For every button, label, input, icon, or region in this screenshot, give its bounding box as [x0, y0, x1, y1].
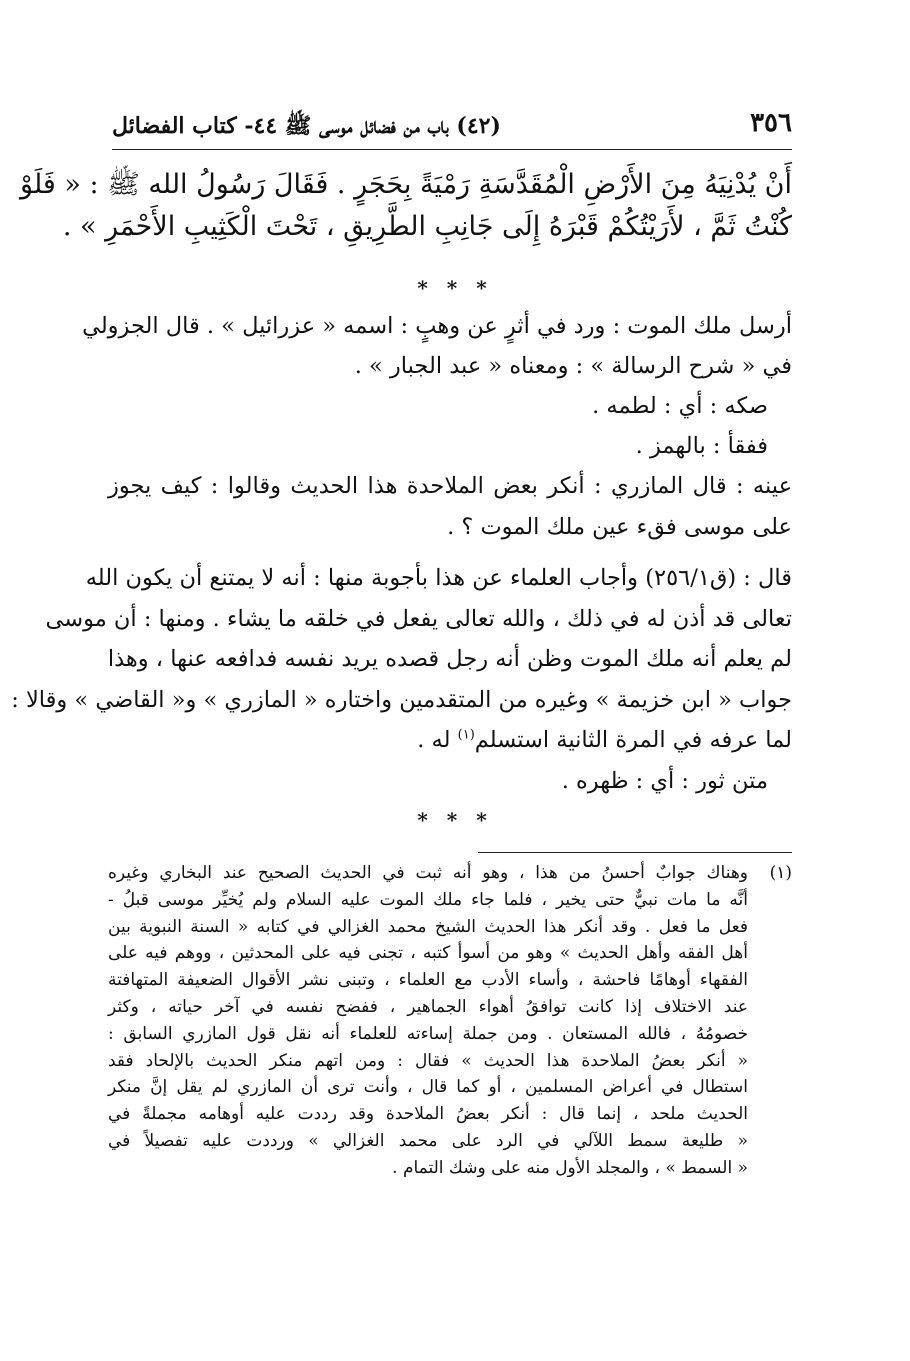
- running-header: [112, 108, 792, 148]
- text-line: قال : (ق٢٥٦/١) وأجاب العلماء عن هذا بأجوبة منها : أنه لا يمتنع أن يكون الله: [85, 565, 792, 591]
- footnote-line: فعل ما فعل . وقد أنكر هذا الحديث الشيخ محمد الغزالي في كتابه « السنة النبوية بين: [108, 916, 748, 937]
- text-line: على موسى فقء عين ملك الموت ؟ .: [447, 513, 792, 540]
- section-separator: * * *: [417, 276, 493, 300]
- footnote-line: « أنكر بعضُ الملاحدة هذا الحديث » فقال : ومن اتهم منكر الحديث بالإلحاد فقد: [108, 1050, 748, 1071]
- commentary-paragraph: [82, 306, 792, 466]
- text-segment: له .: [417, 727, 451, 753]
- commentary-paragraph: [108, 466, 792, 547]
- text-line: صكه : أي : لطمه .: [592, 393, 768, 419]
- text-line: عينه : قال المازري : أنكر بعض الملاحدة هذا الحديث وقالوا : كيف يجوز: [108, 473, 792, 499]
- footnote-line: الفقهاء أوهامًا فاحشة ، وأساء الأدب مع العلماء ، وتبنى نشر الأقوال الضعيفة المتهافتة: [108, 970, 748, 991]
- footnote-line: استطال في أعراض المسلمين ، أو كما قال ، وأنت ترى أن المازري لم يقل إنَّ منكر: [108, 1077, 748, 1098]
- page-number: ٣٥٦: [750, 108, 792, 138]
- footnote-line: « طليعة سمط اللآلي في الرد على محمد الغزالي » ورددت عليه تفصيلاً في: [108, 1130, 748, 1151]
- text-line: تعالى قد أذن له في ذلك ، والله تعالى يفعل في خلقه ما يشاء . ومنها : أن موسى: [45, 605, 792, 632]
- footnote-line: « السمط » ، والمجلد الأول منه على وشك التمام .: [392, 1157, 748, 1178]
- footnote-line: وهناك جوابٌ أحسنُ من هذا ، وهو أنه ثبت في الحديث الصحيح عند البخاري وغيره: [108, 863, 748, 883]
- footnote-line: عند الاختلاف إذا كانت توافقُ أهواء الجماهير ، ففضح نفسه في آخر حياته ، وكثر: [108, 996, 748, 1017]
- chapter-title: (٤٢) باب من فضائل موسى ﷺ ٤٤- كتاب الفضائل: [112, 113, 501, 139]
- text-segment: لما عرفه في المرة الثانية استسلم: [474, 727, 792, 753]
- footnote-line: خصومُهُ ، فالله المستعان . ومن جملة إساءته للعلماء أنه نقل قول المازري السابق :: [108, 1023, 748, 1044]
- footnote-line: أنَّه ما مات نبيٌّ حتى يخير ، فلما جاء ملك الموت عليه السلام ولم يُخيِّر موسى قبلُ -: [108, 889, 748, 910]
- commentary-paragraph: [11, 558, 792, 801]
- hadith-text: [20, 164, 792, 248]
- footnote-line: أهل الفقه وأهل الحديث » وهو من أسوأ كتبه ، تجنى فيه على المحدثين ، ووهم فيه على: [108, 943, 748, 964]
- text-line: أرسل ملك الموت : ورد في أثرٍ عن وهبٍ : اسمه « عزرائيل » . قال الجزولي: [82, 313, 792, 339]
- text-line: ففقأ : بالهمز .: [635, 433, 768, 459]
- footnote-line: الحديث ملحد ، إنما قال : أنكر بعضُ الملاحدة وقد رددت عليه أوهامه مجملةً في: [108, 1104, 748, 1125]
- text-line: [108, 720, 792, 761]
- text-line: في « شرح الرسالة » : ومعناه « عبد الجبار » .: [354, 353, 792, 379]
- hadith-line: كُنْتُ ثَمَّ ، لأَرَيْتُكُمْ قَبْرَهُ إِلَى جَانِبِ الطَّرِيقِ ، تَحْتَ الْكَثِيبِ الأَحْمَرِ » .: [62, 211, 792, 242]
- text-line: جواب « ابن خزيمة » وغيره من المتقدمين واختاره « المازري » و« القاضي » وقالا :: [11, 686, 792, 713]
- text-line: متن ثور : أي : ظهره .: [561, 767, 768, 794]
- hadith-line: أَنْ يُدْنِيَهُ مِنَ الأَرْضِ الْمُقَدَّسَةِ رَمْيَةً بِحَجَرٍ . فَقَالَ رَسُولُ الله ﷺ : « فَلَوْ: [20, 169, 792, 200]
- footnote-number: (١): [769, 863, 792, 883]
- header-divider: [112, 149, 792, 150]
- section-separator: * * *: [417, 808, 493, 832]
- footnote: [108, 860, 792, 1182]
- text-line: لم يعلم أنه ملك الموت وظن أنه رجل قصده يريد نفسه فدافعه عنها ، وهذا: [107, 646, 792, 672]
- footnote-divider: [478, 852, 792, 853]
- footnote-marker[interactable]: (١): [457, 727, 475, 743]
